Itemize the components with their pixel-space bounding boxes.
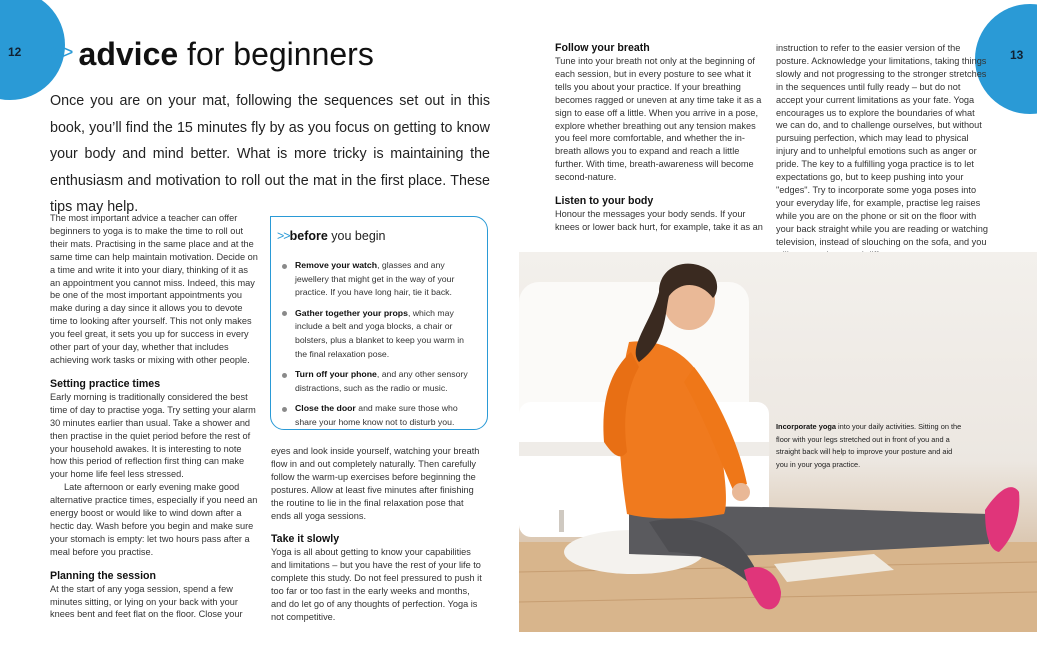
box-list-item — [281, 259, 477, 300]
heading-setting-practice-times: Setting practice times — [50, 377, 161, 390]
box-title-bold: before — [289, 229, 328, 243]
col3-paragraph-1: Tune into your breath not only at the beginning of each session, but in every posture to see what it tells you about your practice. If your breathing becomes ragged or uneven at any time take it as a sign to ease off a little. When you arrive in a pose, explore whether breathing out any tension makes you feel more comfortable, and whether the in-breath allows you to expand and reach a little further. With time, breath-awareness will become second-nature. — [555, 56, 762, 183]
col1-paragraph-2: Early morning is traditionally considered the best time of day to practise yoga. Try setting your alarm 30 minutes earlier than usual. Take a shower and then practise in the quiet period before the rest of your household awakes. It is interesting to note how this period of reflection first thing can make your home life feel less stressed. — [50, 391, 256, 480]
box-list — [281, 259, 477, 437]
box-title — [277, 229, 386, 243]
title-bold: advice — [78, 36, 179, 72]
page-number-left: 12 — [8, 45, 22, 59]
col4-paragraph-1: instruction to refer to the easier version of the posture. Acknowledge your limitations, taking things slowly and not progressing to the stronger stretches in the sequences until fully ready – but do not accept your current limitations as your fate. Yoga encourages us to explore the boundaries of what we can do, and to challenge ourselves, but without pursuing perfection, which may lead to physical injury and to unhelpful emotions such as anger or pride. The key to a fulfilling yoga practice is to let expectations go, but to keep pushing into your "edges". Try to incorporate some yoga poses into your everyday life, for example, practise leg raises while you are on the phone or sit on the floor with your back straight while you are reading or watching television, instead of slouching on the sofa, and you — [776, 43, 988, 247]
box-list-item — [281, 368, 477, 395]
title-rest: for beginners — [178, 36, 374, 72]
heading-take-it-slowly: Take it slowly — [271, 533, 340, 546]
before-you-begin-box — [270, 216, 488, 430]
box-item-bold: Remove your watch — [295, 260, 378, 270]
box-chevron: >> — [277, 229, 290, 243]
page-number-right: 13 — [1010, 48, 1024, 62]
box-title-rest: you begin — [327, 229, 386, 243]
caption-text: into your daily activities. Sitting on the floor with your legs stretched out in front of you and a straight back will help to improve your posture and aid you in your yoga practice. — [776, 422, 962, 469]
column-4 — [776, 42, 988, 261]
heading-listen-to-your-body: Listen to your body — [555, 195, 654, 208]
right-hand — [732, 483, 750, 501]
column-1 — [50, 212, 260, 621]
box-list-item — [281, 402, 477, 429]
col3-paragraph-2: Honour the messages your body sends. If your knees or lower back hurt, for example, take it as an — [555, 209, 763, 232]
box-item-text: , and any other sensory distractions, such as the radio or music. — [295, 369, 468, 393]
box-item-bold: Close the door — [295, 403, 356, 414]
column-2 — [271, 445, 483, 624]
col1-paragraph-3: Late afternoon or early evening make good alternative practice times, especially if you need an energy boost or would like to wind down after a hectic day. Wash before you begin and make sure your stomach is empty: let two hours pass after a meal before you practise. — [50, 482, 258, 557]
page-title — [50, 36, 374, 73]
column-3 — [555, 42, 765, 234]
box-list-item — [281, 307, 477, 361]
box-item-text: , glasses and any jewellery that might get in the way of your practice. If you have long hair, tie it back. — [295, 260, 455, 298]
caption-bold: Incorporate yoga — [776, 422, 836, 431]
col1-paragraph-4: At the start of any yoga session, spend a few minutes sitting, or lying on your back with your knees bent and feet flat on the floor. Close your — [50, 583, 243, 620]
photo-caption — [776, 421, 966, 471]
title-chevron: >> — [50, 41, 73, 64]
box-item-text: , which may include a belt and yoga blocks, a chair or bolsters, plus a blanket to keep you warm in the final relaxation pose. — [295, 307, 465, 359]
col2-paragraph-1: eyes and look inside yourself, watching your breath flow in and out completely naturally. Then carefully follow the warm-up exercises before beginning the postures. Allow at least five minutes after finishing the routine to lie in the final relaxation pose that ends all yoga sessions. — [271, 446, 480, 521]
heading-planning-the-session: Planning the session — [50, 569, 156, 582]
heading-follow-your-breath: Follow your breath — [555, 42, 650, 54]
box-item-bold: Turn off your phone — [295, 369, 377, 380]
col2-paragraph-2: Yoga is all about getting to know your capabilities and limitations – but you have the rest of your life to complete this study. Do not feel pressured to push it too far or too fast in the early weeks and months, and do let go of any thoughts of perfection. Yoga is not competitive. — [271, 547, 482, 622]
sofa-leg — [559, 510, 564, 532]
col1-paragraph-1: The most important advice a teacher can offer beginners to yoga is to make the time to roll out their mats. Practising in the same place and at the same time can help maintain motivation. Decide on a time and write it into your diary, thinking of it as an appointment you cannot miss. Indeed, this may be one of the most important appointments you make during a day since it allows you to devote time to looking after yourself. This not only makes you feel great, it sets you up for success in every other part of your day, whether that includes achieving work tasks or mixing with other people. — [50, 213, 258, 365]
box-item-text: and make sure those who share your home know not to disturb you. — [295, 403, 458, 427]
box-item-bold: Gather together your props — [295, 307, 408, 318]
intro-paragraph: Once you are on your mat, following the sequences set out in this book, you’ll find the 15 minutes fly by as you focus on getting to know your body and mind better. What is more tricky is maintaining the enthusiasm and motivation to roll out the mat in the first place. These tips may help. — [50, 93, 490, 215]
